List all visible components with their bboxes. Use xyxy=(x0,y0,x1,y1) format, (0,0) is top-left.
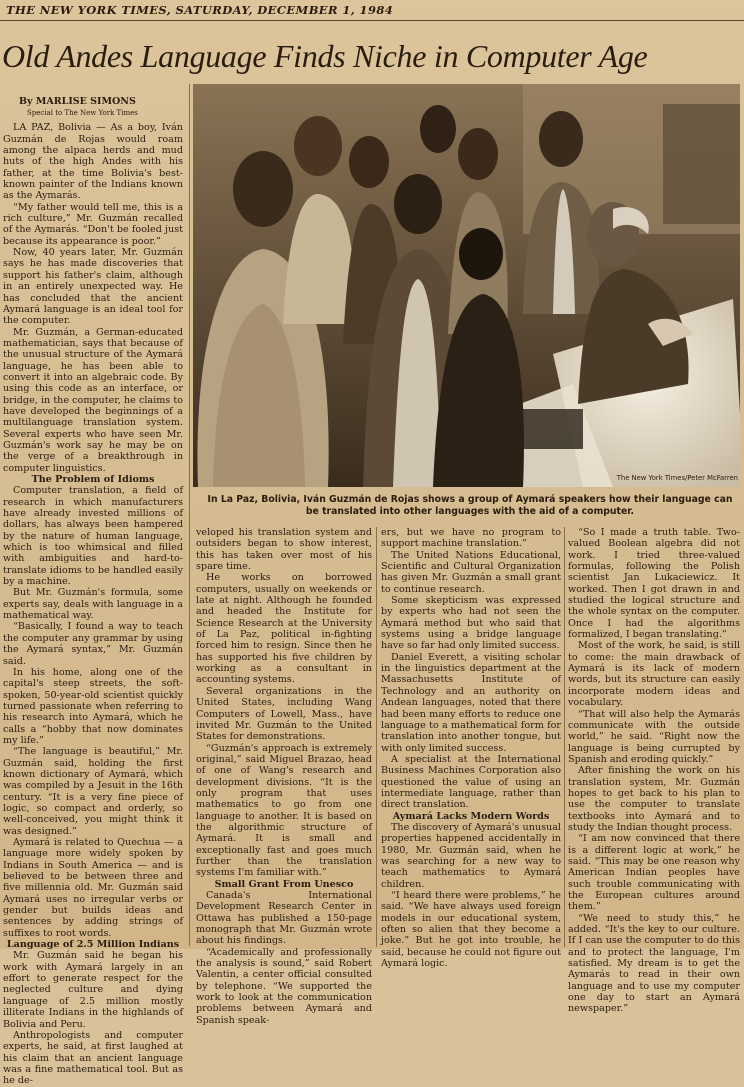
paragraph: “Basically, I found a way to teach the computer any grammar by using the Aymará syntax,” Mr. Guzmán said. xyxy=(3,621,183,667)
paragraph: ers, but we have no program to support machine translation.” xyxy=(381,527,561,550)
subheading: Language of 2.5 Million Indians xyxy=(6,939,180,951)
paragraph: “Academically and professionally the analysis is sound,” said Robert Valentin, a center official consulted by telephone. “We supported the work to look at the communication problems between Aymará and Spanish speak- xyxy=(196,946,372,1026)
photo-illustration xyxy=(193,84,740,487)
paragraph: After finishing the work on his translation system, Mr. Guzmán hopes to get back to his plan to use the computer to translate textbooks into Aymará and to study the Indian thought process. xyxy=(568,765,740,833)
byline-special: Special to The New York Times xyxy=(27,109,138,117)
subheading: Aymará Lacks Modern Words xyxy=(392,810,550,822)
masthead: THE NEW YORK TIMES, SATURDAY, DECEMBER 1, 1984 xyxy=(6,3,394,17)
paragraph: He works on borrowed computers, usually on weekends or late at night. Although he founded and headed the Institute for Science Research at the University of La Paz, political in-fighting forced him to resign. Since then he has supported his five children by working as a consultant in accounting systems. xyxy=(196,572,372,686)
paragraph: Several organizations in the United States, including Wang Computers of Lowell, Mass., have invited Mr. Guzmán to the United States for demonstrations. xyxy=(196,685,372,743)
news-photo xyxy=(193,84,740,487)
paragraph: Mr. Guzmán, a German-educated mathematician, says that because of the unusual structure of the Aymará language, he has been able to convert it into an algebraic code. By using this code as an interface, or bridge, in the computer, he claims to have developed the beginnings of a multilanguage translation system. Several experts who have seen Mr. Guzmán's work say he may be on the verge of a breakthrough in computer linguistics. xyxy=(3,326,183,474)
column-rule xyxy=(189,84,190,946)
paragraph: But Mr. Guzmán's formula, some experts say, deals with language in a mathematical way. xyxy=(3,587,183,622)
headline: Old Andes Language Finds Niche in Computer Age xyxy=(2,38,648,74)
column-rule xyxy=(564,527,565,947)
paragraph: LA PAZ, Bolivia — As a boy, Iván Guzmán de Rojas would roam among the alpaca herds and mud huts of the high Andes with his father, at the time Bolivia's best-known painter of the Indians known as the Aymarás. xyxy=(3,122,183,202)
column-rule xyxy=(376,527,377,947)
photo-credit: The New York Times/Peter McFarren xyxy=(616,474,738,482)
paragraph: “I am now convinced that there is a different logic at work,” he said. “This may be one reason why American Indian peoples have such trouble communicating with the European cultures around them.” xyxy=(568,833,740,913)
paragraph: “I heard there were problems,” he said. “We have always used foreign models in our educational system, often so alien that they become a joke.” But he got into trouble, he said, because he could not figure out Aymará logic. xyxy=(381,890,561,970)
subheading: The Problem of Idioms xyxy=(31,474,155,485)
paragraph: Anthropologists and computer experts, he said, at first laughed at his claim that an ancient language was a fine mathematical tool. But as he de- xyxy=(3,1029,183,1087)
paragraph: “My father would tell me, this is a rich culture,” Mr. Guzmán recalled of the Aymarás. “Don't be fooled just because its appearance is poor.” xyxy=(3,201,183,247)
paragraph: Computer translation, a field of research in which manufacturers have already invested millions of dollars, has always been hampered by the nature of human language, which is too whimsical and filled with ambiguities and hard-to-translate idioms to be handled easily by a machine. xyxy=(3,485,183,588)
article-column-2 xyxy=(196,527,372,1026)
paragraph: Canada's International Development Research Center in Ottawa has published a 150-page monograph that Mr. Guzmán wrote about his findings. xyxy=(196,890,372,947)
paragraph: “We need to study this,” he added. “It's the key to our culture. If I can use the computer to do this and to protect the language, I'm satisfied. My dream is to get the Aymarás to read in their own language and to use my computer one day to start an Aymará newspaper.” xyxy=(568,912,740,1015)
paragraph: Now, 40 years later, Mr. Guzmán says he has made discoveries that support his father's claim, although in an entirely unexpected way. He has concluded that the ancient Aymará language is an ideal tool for the computer. xyxy=(3,247,183,327)
masthead-rule xyxy=(0,20,744,21)
byline: By MARLISE SIMONS xyxy=(19,96,136,107)
paragraph: In his home, along one of the capital's steep streets, the soft-spoken, 50-year-old scientist quickly turned passionate when referring to his research into Aymará, which he calls a “hobby that now dominates my life.” xyxy=(3,666,183,746)
paragraph: Daniel Everett, a visiting scholar in the linguistics department at the Massachusetts Institute of Technology and an authority on Andean languages, noted that there had been many efforts to reduce one language to a mathematical form for translation into another tongue, but with only limited success. xyxy=(381,651,561,754)
paragraph: Most of the work, he said, is still to come: the main drawback of Aymará is its lack of modern words, but its structure can easily incorporate modern ideas and vocabulary. xyxy=(568,640,740,709)
subheading: Small Grant From Unesco xyxy=(214,878,354,890)
paragraph: A specialist at the International Business Machines Corporation also questioned the value of using an intermediate language, rather than direct translation. xyxy=(381,753,561,811)
paragraph: Some skepticism was expressed by experts who had not seen the Aymará method but who said that systems using a bridge language have so far had only limited success. xyxy=(381,595,561,652)
article-column-3 xyxy=(381,527,561,970)
article-column-1 xyxy=(3,96,183,1087)
paragraph: Mr. Guzmán said he began his work with Aymará largely in an effort to generate respect for the neglected culture and dying language of 2.5 million mostly illiterate Indians in the highlands of Bolivia and Peru. xyxy=(3,950,183,1030)
paragraph: Aymará is related to Quechua — a language more widely spoken by Indians in South America — and is believed to be between three and five millennia old. Mr. Guzmán said Aymará uses no irregular verbs or gender but builds ideas and sentences by adding strings of suffixes to root words. xyxy=(3,837,183,939)
paragraph: “Guzmán's approach is extremely original,” said Miguel Brazao, head of one of Wang's research and development divisions. “It is the only program that uses mathematics to go from one language to another. It is based on the algorithmic structure of Aymará. It is small and exceptionally fast and goes much further than the translation systems I'm familiar with.” xyxy=(196,742,372,879)
paragraph: “The language is beautiful,” Mr. Guzmán said, holding the first known dictionary of Aymará, which was compiled by a Jesuit in the 16th century. “It is a very fine piece of logic, so compact and orderly, so well-conceived, you might think it was designed.” xyxy=(3,746,183,837)
paragraph: “That will also help the Aymarás communicate with the outside world,” he said. “Right now the language is being currupted by Spanish and eroding quickly.” xyxy=(568,708,740,765)
paragraph: “So I made a truth table. Two-valued Boolean algebra did not work. I tried three-valued formulas, following the Polish scientist Jan Lukaciewicz. It worked. Then I got drawn in and studied the logical structure and the whole syntax on the computer. Once I had the algorithms formalized, I began translating.” xyxy=(568,527,740,641)
photo-caption: In La Paz, Bolivia, Iván Guzmán de Rojas shows a group of Aymará speakers how their language can be translated into other languages with the aid of a computer. xyxy=(207,494,733,517)
article-column-4 xyxy=(568,527,740,1015)
paragraph: The discovery of Aymará's unusual properties happened accidentally in 1980, Mr. Guzmán said, when he was searching for a new way to teach mathematics to Aymará children. xyxy=(381,821,561,890)
paragraph: The United Nations Educational, Scientific and Cultural Organization has given Mr. Guzmán a small grant to continue research. xyxy=(381,549,561,595)
paragraph: veloped his translation system and outsiders began to show interest, this has taken over most of his spare time. xyxy=(196,527,372,573)
